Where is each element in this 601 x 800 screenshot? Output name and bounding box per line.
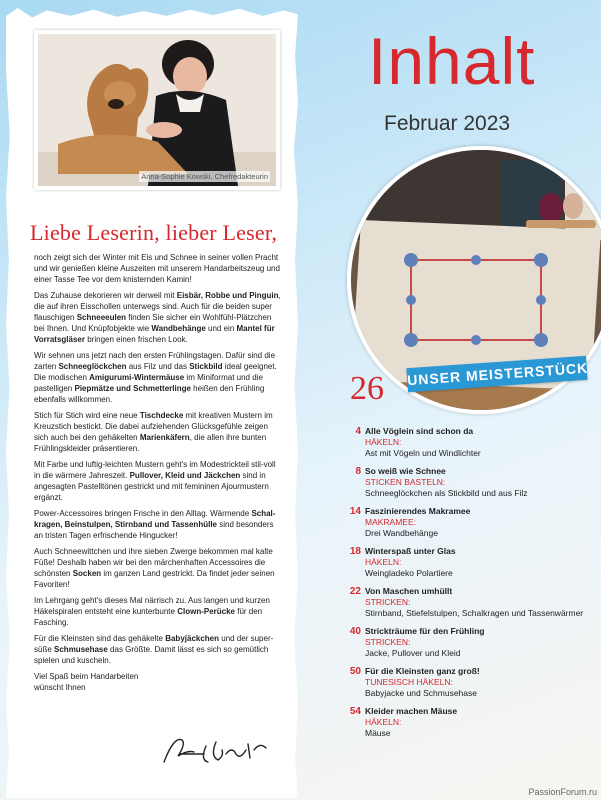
letter-paragraph: Wir sehnen uns jetzt nach den ersten Frühlingstagen. Dafür sind die zarten Schneeglöckchen aus Filz und das Stickbild ideal geeignet. Die modischen Amigurumi-Wintermäuse im Miniformat und die pastelligen Piepmätze und Schmetterlinge heißen den Frühling ebenfalls willkommen. [34,351,277,404]
letter-greeting: Liebe Leserin, lieber Leser, [30,220,278,245]
toc-category: STRICKEN: [365,597,411,607]
table-of-contents [338,426,593,746]
toc-title: Von Maschen umhüllt [365,586,453,596]
toc-item[interactable] [338,666,593,699]
toc-item[interactable] [338,706,593,739]
toc-category: TUNESISCH HÄKELN: [365,677,453,687]
toc-page-number: 22 [349,586,361,597]
toc-description: Ast mit Vögeln und Windlichter [365,448,481,458]
toc-description: Babyjacke und Schmusehase [365,688,477,698]
letter-paragraph: Mit Farbe und luftig-leichten Mustern geht's im Modestrickteil stil-voll in die wärmere Jahreszeit. Pullover, Kleid und Jäckchen sind in angesagten Pastelltönen gestrickt und mit femininen Ajourmustern ergänzt. [34,460,276,502]
editor-photo-illustration [38,34,276,186]
toc-page-number: 4 [355,426,361,437]
photo-caption: Anna-Sophie Kowski, Chefredakteurin [141,172,268,181]
toc-description: Jacke, Pullover und Kleid [365,648,461,658]
toc-description: Weingladeko Polartiere [365,568,453,578]
toc-page-number: 8 [355,466,361,477]
watermark: PassionForum.ru [528,787,597,797]
toc-item[interactable] [338,506,593,539]
letter-paragraph: Stich für Stich wird eine neue Tischdecke mit kreativen Mustern im Kreuzstich bestickt. Die dabei aufziehenden Glücksgefühle zeigen sich auch bei den gehäkelten Marienkäfern, die allen ihre bunten Frühlingskleider präsentieren. [34,411,273,453]
toc-title: Winterspaß unter Glas [365,546,456,556]
toc-item[interactable] [338,626,593,659]
toc-category: HÄKELN: [365,437,402,447]
toc-item[interactable] [338,426,593,459]
toc-description: Schneeglöckchen als Stickbild und aus Filz [365,488,528,498]
letter-paragraph: Im Lehrgang geht's dieses Mal närrisch zu. Aus langen und kurzen Häkelspiralen entsteht eine kunterbunte Clown-Perücke für den Fasching. [34,596,270,627]
letter-paragraph: Für die Kleinsten sind das gehäkelte Babyjäckchen und der super-süße Schmusehase das Größte. Damit lässt es sich so gemütlich spielen und kuscheln. [34,634,274,665]
toc-category: HÄKELN: [365,557,402,567]
toc-description: Mäuse [365,728,391,738]
toc-item[interactable] [338,586,593,619]
feature-stamp: UNSER MEISTERSTÜCK [406,356,587,392]
toc-page-number: 14 [349,506,361,517]
toc-item[interactable] [338,466,593,499]
toc-title: Strickträume für den Frühling [365,626,485,636]
letter-paragraph: Power-Accessoires bringen Frische in den Alltag. Wärmende Schal-kragen, Beinstulpen, Stirnband und Tassenhülle sind besonders an tristen Tagen erfrischende Hingucker! [34,509,276,540]
toc-page-number: 18 [349,546,361,557]
toc-title: Kleider machen Mäuse [365,706,458,716]
toc-title: Alle Vöglein sind schon da [365,426,474,436]
toc-item[interactable] [338,546,593,579]
letter-paragraph: noch zeigt sich der Winter mit Eis und Schnee in seiner vollen Pracht und wir genießen kleine Auszeiten mit unserem Handarbeitszeug und einer Tasse Tee vor dem knisternden Kamin! [34,253,280,284]
toc-category: HÄKELN: [365,717,402,727]
toc-category: STICKEN BASTELN: [365,477,446,487]
editorial-letter [34,252,284,693]
letter-paragraph: Auch Schneewittchen und ihre sieben Zwerge bekommen mal kalte Füße! Deshalb haben wir bei den märchenhaften Accessoires die schönsten Socken im ganzen Land gestrickt. Da findet jeder seinen Favoriten! [34,547,275,589]
toc-category: MAKRAMEE: [365,517,417,527]
editor-photo [34,30,280,190]
toc-page-number: 54 [349,706,361,717]
page-title: Inhalt [368,24,536,98]
toc-category: STRICKEN: [365,637,411,647]
toc-description: Stirnband, Stiefelstulpen, Schalkragen und Tassenwärmer [365,608,584,618]
toc-page-number: 50 [349,666,361,677]
feature-page-number: 26 [350,370,384,407]
letter-paragraph: Das Zuhause dekorieren wir derweil mit Eisbär, Robbe und Pinguin, die auf ihren Eisschollen unterwegs sind. Auch für die beiden super flauschigen Schneeeulen finden Sie sicher ein Wohlfühl-Plätzchen bei Ihnen. Und Knüpfobjekte wie Wandbehänge und ein Mantel für Vorratsgläser bringen einen frischen Look. [34,291,281,344]
toc-title: Für die Kleinsten ganz groß! [365,666,480,676]
toc-page-number: 40 [349,626,361,637]
signature [160,732,272,768]
letter-closing: Viel Spaß beim Handarbeiten wünscht Ihnen [34,672,139,692]
toc-description: Drei Wandbehänge [365,528,438,538]
toc-title: So weiß wie Schnee [365,466,446,476]
issue-date: Februar 2023 [384,112,511,135]
toc-title: Faszinierendes Makramee [365,506,471,516]
